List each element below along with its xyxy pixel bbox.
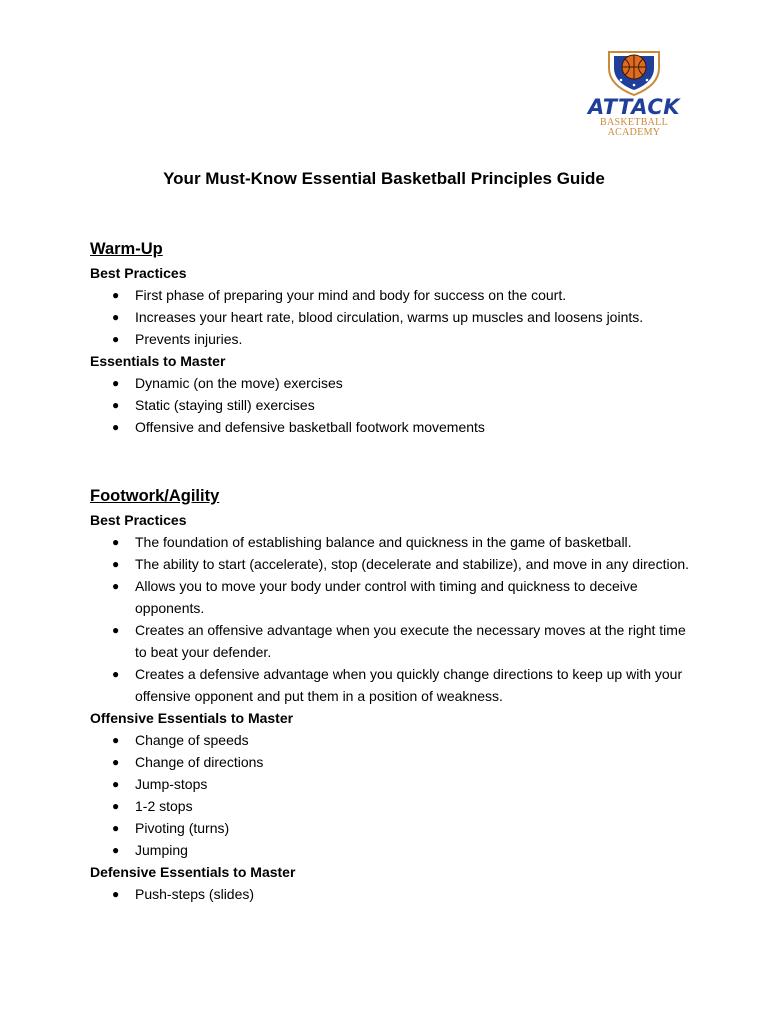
list-item: ● Creates an offensive advantage when you execute the necessary moves at the right time to beat your defender. — [112, 622, 686, 660]
logo-subtitle-line1: BASKETBALL — [600, 117, 668, 128]
list-item: ● Push-steps (slides) — [112, 886, 255, 902]
list-item: ● 1-2 stops — [112, 798, 193, 814]
list-item: ● The foundation of establishing balance and quickness in the game of basketball. — [112, 534, 632, 550]
bullet-list — [90, 531, 690, 707]
list-item: ● Increases your heart rate, blood circulation, warms up muscles and loosens joints. — [112, 309, 644, 325]
bullet-list — [90, 883, 690, 905]
subheading: Essentials to Master — [90, 353, 226, 369]
basketball-shield-icon — [605, 48, 663, 96]
logo-subtitle-line2: ACADEMY — [607, 127, 661, 138]
subheading: Defensive Essentials to Master — [90, 864, 296, 880]
list-item: ● Offensive and defensive basketball footwork movements — [112, 419, 485, 435]
list-item: ● Jump-stops — [112, 776, 208, 792]
list-item: ● The ability to start (accelerate), stop (decelerate and stabilize), and move in any direction. — [112, 556, 690, 572]
bullet-list — [90, 729, 690, 861]
bullet-list — [90, 284, 690, 350]
document-title: Your Must-Know Essential Basketball Principles Guide — [163, 169, 605, 188]
academy-logo — [588, 48, 680, 140]
section-warm-up — [90, 238, 690, 438]
list-item: ● Change of directions — [112, 754, 264, 770]
bullet-list — [90, 372, 690, 438]
section-heading: Warm-Up — [90, 240, 163, 258]
subheading: Best Practices — [90, 512, 187, 528]
list-item: ● Change of speeds — [112, 732, 249, 748]
list-item: ● First phase of preparing your mind and body for success on the court. — [112, 287, 567, 303]
section-heading: Footwork/Agility — [90, 487, 220, 505]
list-item: ● Pivoting (turns) — [112, 820, 230, 836]
list-item: ● Prevents injuries. — [112, 331, 243, 347]
subheading: Best Practices — [90, 265, 187, 281]
list-item: ● Dynamic (on the move) exercises — [112, 375, 343, 391]
list-item: ● Allows you to move your body under control with timing and quickness to deceive opponents. — [112, 578, 638, 616]
logo-wordmark: ATTACK — [588, 95, 681, 119]
section-footwork-agility — [90, 485, 690, 905]
list-item: ● Jumping — [112, 842, 188, 858]
subheading: Offensive Essentials to Master — [90, 710, 294, 726]
list-item: ● Static (staying still) exercises — [112, 397, 315, 413]
list-item: ● Creates a defensive advantage when you quickly change directions to keep up with your offensive opponent and put them in a position of weakness. — [112, 666, 683, 704]
